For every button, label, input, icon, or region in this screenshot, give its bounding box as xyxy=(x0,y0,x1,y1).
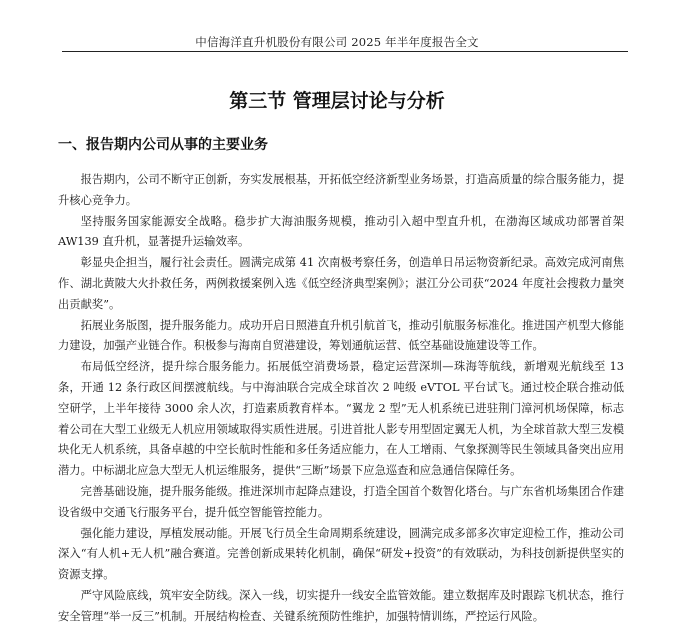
section-title: 第三节 管理层讨论与分析 xyxy=(229,90,445,112)
paragraph-low-altitude-economy: 布局低空经济，提升综合服务能力。拓展低空消费场景，稳定运营深圳—珠海等航线，新增观光航线至 13 条，开通 12 条行政区间摆渡航线。与中海油联合完成全球首次 2 吨级 eVTOL 平台试飞。通过校企联合推动低空研学，上半年接待 3000 余人次，打造素质教育样本。“翼龙 2 型”无人机系统已进驻荆门漳河机场保障，标志着公司在大型工业级无人机应用领域取得实质性进展。引进首批人影专用型固定翼无人机，为全球首款大型三发模块化无人机系统，具备卓越的中空长航时性能和多任务适应能力，在人工增雨、气象探测等民生领域具备突出应用潜力。中标湖北应急大型无人机运维服务，提供“三断”场景下应急巡查和应急通信保障任务。 xyxy=(58,360,624,478)
paragraph-energy-security: 坚持服务国家能源安全战略。稳步扩大海油服务规模，推动引入超中型直升机，在渤海区域成功部署首架 AW139 直升机，显著提升运输效率。 xyxy=(58,214,624,249)
paragraph-infrastructure: 完善基础设施，提升服务能级。推进深圳市起降点建设，打造全国首个数智化塔台。与广东省机场集团合作建设省级中交通飞行服务平台，提升低空智能管控能力。 xyxy=(58,484,624,519)
subsection-heading: 一、报告期内公司从事的主要业务 xyxy=(58,137,268,153)
body-text xyxy=(58,170,624,628)
paragraph-social-responsibility: 彰显央企担当，履行社会责任。圆满完成第 41 次南极考察任务，创造单日吊运物资新纪录。高效完成河南焦作、湖北黄陂大火扑救任务，两例救援案例入选《低空经济典型案例》；湛江分公司获“2024 年度社会搜救力量突出贡献奖”。 xyxy=(58,256,624,311)
running-header: 中信海洋直升机股份有限公司 2025 年半年度报告全文 xyxy=(195,35,479,49)
paragraph-risk-control: 严守风险底线，筑牢安全防线。深入一线，切实提升一线安全监管效能。建立数据库及时跟踪飞机状态，推行安全管理“举一反三”机制。开展结构检查、关键系统预防性维护，加强特情训练，严控运行风险。 xyxy=(58,588,624,623)
paragraph-capability-building: 强化能力建设，厚植发展动能。开展飞行员全生命周期系统建设，圆满完成多部多次审定迎检工作，推动公司深入“有人机+无人机”融合赛道。完善创新成果转化机制，确保“研发+投资”的有效联动，为科技创新提供坚实的资源支撑。 xyxy=(58,526,624,582)
paragraph-business-expansion: 拓展业务版图，提升服务能力。成功开启日照港直升机引航首飞，推动引航服务标准化。推进国产机型大修能力建设，加强产业链合作。积极参与海南自贸港建设，筹划通航运营、低空基础设施建设等工作。 xyxy=(58,318,624,353)
header-divider xyxy=(62,51,628,52)
paragraph-intro: 报告期内，公司不断守正创新，夯实发展根基，开拓低空经济新型业务场景，打造高质量的综合服务能力，提升核心竞争力。 xyxy=(58,173,624,207)
